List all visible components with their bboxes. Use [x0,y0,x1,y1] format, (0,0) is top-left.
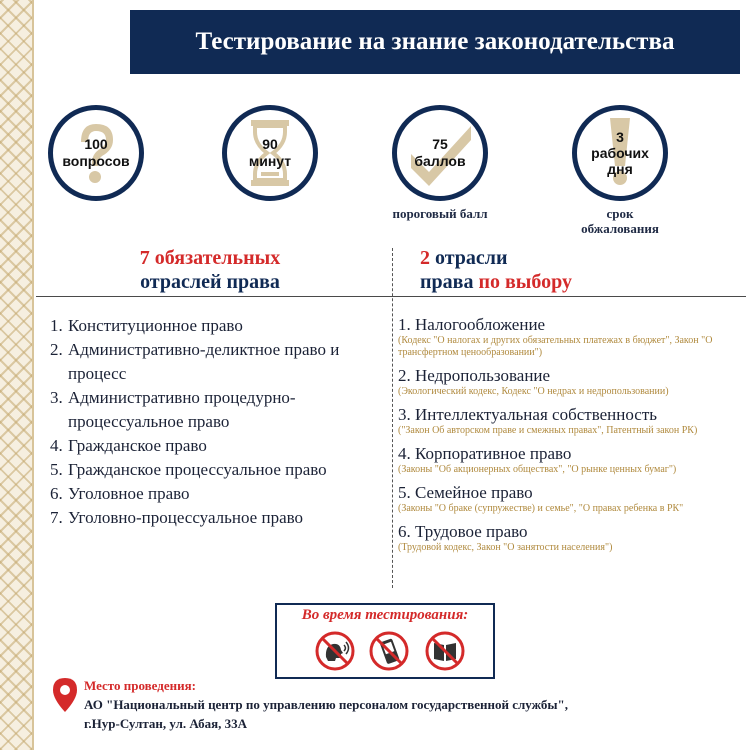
stat-caption: пороговый балл [392,206,488,221]
elective-heading-line2a: права [420,271,474,293]
page-title-banner [130,10,740,74]
item-subtitle: (Экологический кодекс, Кодекс "О недрах и недропользовании) [398,386,669,397]
list-item [398,482,743,515]
mandatory-heading [60,246,360,294]
item-title: 4. Корпоративное право [398,444,572,463]
stat-minutes [220,105,320,201]
location-block [84,676,724,733]
list-item [398,521,743,554]
item-text: Административно процедурно-процессуальное право [68,388,296,431]
no-phone-icon [369,631,409,671]
list-item [50,482,390,506]
item-subtitle: (Законы "О браке (супружестве) и семье", "О правах ребенка в РК" [398,503,684,514]
stat-circle [392,105,488,201]
list-item [50,338,390,386]
item-title: 2. Недропользование [398,366,551,385]
item-number: 2. [50,340,63,359]
item-number: 1. [50,316,63,335]
stat-unit: вопросов [62,153,130,169]
stat-text [227,110,313,196]
list-item [398,443,743,476]
section-divider [36,296,746,297]
stat-unit: рабочих [591,145,649,161]
stat-unit: минут [248,153,292,169]
item-subtitle: (Трудовой кодекс, Закон "О занятости населения") [398,542,613,553]
list-item [50,434,390,458]
item-text: Конституционное право [68,316,243,335]
item-title: 5. Семейное право [398,483,533,502]
mandatory-heading-count: 7 обязательных [139,247,281,269]
item-title: 6. Трудовое право [398,522,528,541]
list-item [50,506,390,530]
item-number: 7. [50,508,63,527]
item-subtitle: ("Закон Об авторском праве и смежных правах", Патентный закон РК) [398,425,698,436]
stat-score [390,105,490,221]
location-pin-icon [52,677,78,713]
list-item [50,458,390,482]
stat-text [577,110,663,196]
stat-circle [48,105,144,201]
item-subtitle: (Законы "Об акционерных обществах", "О рынке ценных бумаг") [398,464,677,475]
no-talking-icon [315,631,355,671]
mandatory-heading-rest: отраслей права [140,271,280,293]
stat-number: 75 [432,136,448,152]
location-address: г.Нур-Султан, ул. Абая, 33А [84,716,248,731]
stat-text [397,110,483,196]
stat-caption: срок обжалования [581,206,659,236]
item-subtitle: (Кодекс "О налогах и других обязательных платежах в бюджет", Закон "О трансфертном ценообразовании") [398,335,713,358]
elective-heading-word: отрасли [435,247,508,269]
list-item [398,404,743,437]
item-title: 1. Налогообложение [398,315,546,334]
stat-circle [222,105,318,201]
elective-list [398,314,743,560]
column-divider [392,248,393,588]
item-text: Административно-деликтное право и процесс [68,340,340,383]
list-item [398,365,743,398]
during-testing-label: Во время тестирования: [301,607,469,623]
stat-number: 100 [84,136,108,152]
elective-heading-line2b: по выбору [478,271,572,293]
item-number: 3. [50,388,63,407]
stat-questions [46,105,146,201]
list-item [398,314,743,359]
item-text: Уголовно-процессуальное право [68,508,304,527]
elective-heading [420,246,650,294]
mandatory-list [50,314,390,530]
item-text: Уголовное право [68,484,190,503]
location-organization: АО "Национальный центр по управлению персоналом государственной службы", [84,697,568,712]
stat-unit: баллов [414,153,466,169]
item-title: 3. Интеллектуальная собственность [398,405,658,424]
during-testing-box [275,603,495,679]
item-number: 4. [50,436,63,455]
no-book-icon [425,631,465,671]
item-number: 6. [50,484,63,503]
stat-number: 3 [616,129,624,145]
item-number: 5. [50,460,63,479]
stat-text [53,110,139,196]
stat-number: 90 [262,136,278,152]
list-item [50,314,390,338]
ornamental-border [0,0,34,750]
list-item [50,386,390,434]
stat-appeal [570,105,670,236]
item-text: Гражданское право [68,436,207,455]
elective-heading-num: 2 [420,247,430,269]
location-label: Место проведения: [84,678,196,693]
stat-circle [572,105,668,201]
item-text: Гражданское процессуальное право [68,460,327,479]
page-title: Тестирование на знание законодательства [195,28,675,55]
stat-unit: дня [607,161,633,177]
